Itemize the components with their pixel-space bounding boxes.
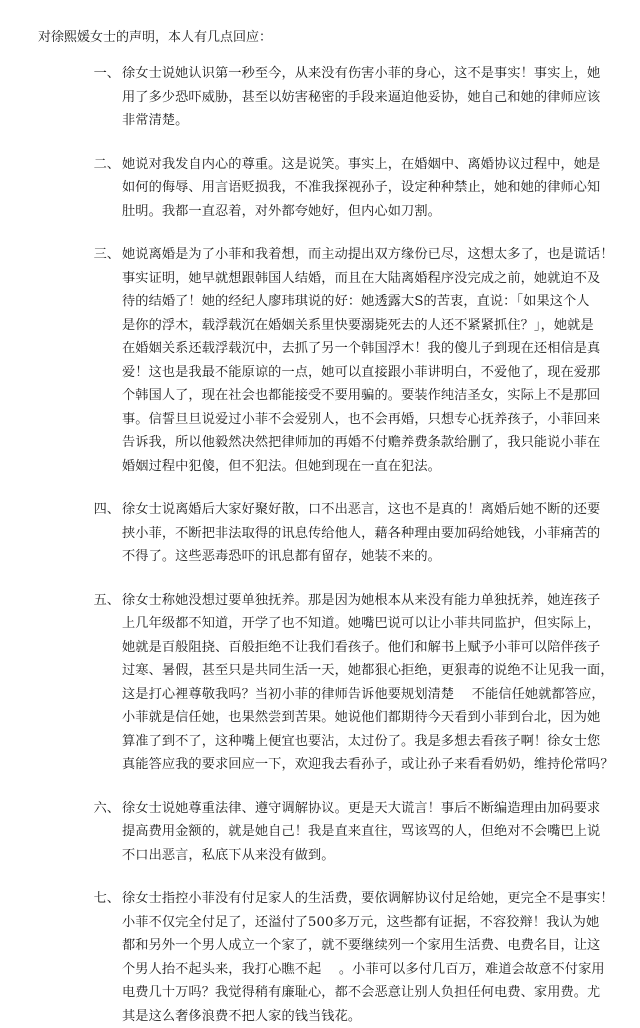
text-line: 她就是百般阻挠、百般拒绝不让我们看孩子。他们和解书上赋予小菲可以陪伴孩子 bbox=[122, 636, 622, 660]
text-line: 事。信誓旦旦说爱过小菲不会爱别人，也不会再婚，只想专心抚养孩子，小菲回来 bbox=[122, 408, 622, 432]
section-number: 三、 bbox=[28, 243, 122, 478]
section-number: 六、 bbox=[28, 797, 122, 868]
text-line: 她说对我发自内心的尊重。这是说笑。事实上，在婚姻中、离婚协议过程中，她是 bbox=[122, 153, 622, 177]
section-4 bbox=[28, 498, 612, 569]
document-title: 对徐熙媛女士的声明，本人有几点回应： bbox=[38, 28, 612, 48]
text-line: 过寒、暑假，甚至只是共同生活一天，她都狠心拒绝，更狠毒的说绝不让见我一面， bbox=[122, 659, 622, 683]
section-text bbox=[122, 243, 622, 478]
text-line: 徐女士说离婚后大家好聚好散，口不出恶言，这也不是真的！离婚后她不断的还要 bbox=[122, 498, 622, 522]
text-line: 不口出恶言，私底下从来没有做到。 bbox=[122, 844, 622, 868]
text-line: 个男人抬不起头来，我打心瞧不起 。小菲可以多付几百万，难道会故意不付家用 bbox=[122, 958, 622, 982]
section-number: 一、 bbox=[28, 62, 122, 133]
text-line: 上几年级都不知道，开学了也不知道。她嘴巴说可以让小菲共同监护，但实际上， bbox=[122, 612, 622, 636]
text-line: 婚姻过程中犯傻，但不犯法。但她到现在一直在犯法。 bbox=[122, 455, 622, 479]
text-line: 告诉我，所以他毅然决然把律师加的再婚不付赡养费条款给删了，我只能说小菲在 bbox=[122, 431, 622, 455]
text-line: 她说离婚是为了小菲和我着想，而主动提出双方缘份已尽，这想太多了，也是谎话！ bbox=[122, 243, 622, 267]
section-number: 七、 bbox=[28, 887, 122, 1028]
section-text bbox=[122, 62, 622, 133]
text-line: 肚明。我都一直忍着，对外都夸她好，但内心如刀割。 bbox=[122, 200, 622, 224]
text-line: 小菲就是信任她，也果然尝到苦果。她说他们都期待今天看到小菲到台北，因为她 bbox=[122, 706, 622, 730]
text-line: 电费几十万吗？我觉得稍有廉耻心，都不会恶意让别人负担任何电费、家用费。尤 bbox=[122, 981, 622, 1005]
text-line: 挟小菲，不断把非法取得的讯息传给他人，藉各种理由要加码给她钱，小菲痛苦的 bbox=[122, 522, 622, 546]
text-line: 不得了。这些恶毒恐吓的讯息都有留存，她装不来的。 bbox=[122, 545, 622, 569]
sections-container bbox=[28, 62, 612, 1028]
section-number: 四、 bbox=[28, 498, 122, 569]
text-line: 真能答应我的要求回应一下，欢迎我去看孙子，或让孙子来看看奶奶，维持伦常吗？ bbox=[122, 753, 622, 777]
text-line: 徐女士指控小菲没有付足家人的生活费，要依调解协议付足给她，更完全不是事实！ bbox=[122, 887, 622, 911]
section-text bbox=[122, 498, 622, 569]
text-line: 在婚姻关系还载浮载沉中，去抓了另一个韩国浮木！我的傻儿子到现在还相信是真 bbox=[122, 337, 622, 361]
text-line: 提高费用金额的，就是她自己！我是直来直往，骂该骂的人，但绝对不会嘴巴上说 bbox=[122, 820, 622, 844]
text-line: 都和另外一个男人成立一个家了，就不要继续列一个家用生活费、电费名目，让这 bbox=[122, 934, 622, 958]
section-3 bbox=[28, 243, 612, 478]
text-line: 其是这么奢侈浪费不把人家的钱当钱花。 bbox=[122, 1005, 622, 1028]
section-6 bbox=[28, 797, 612, 868]
text-line: 小菲不仅完全付足了，还溢付了500多万元，这些都有证据，不容狡辩！我认为她 bbox=[122, 911, 622, 935]
text-line: 个韩国人了，现在社会也都能接受不要用骗的。要装作纯洁圣女，实际上不是那回 bbox=[122, 384, 622, 408]
section-2 bbox=[28, 153, 612, 224]
text-line: 爱！这也是我最不能原谅的一点，她可以直接跟小菲讲明白，不爱他了，现在爱那 bbox=[122, 361, 622, 385]
section-text bbox=[122, 797, 622, 868]
text-line: 是你的浮木，载浮载沉在婚姻关系里快要溺毙死去的人还不紧紧抓住？」，她就是 bbox=[122, 314, 622, 338]
text-line: 徐女士说她尊重法律、遵守调解协议。更是天大谎言！事后不断编造理由加码要求 bbox=[122, 797, 622, 821]
section-text bbox=[122, 153, 622, 224]
text-line: 这是打心裡尊敬我吗？当初小菲的律师告诉他要规划清楚 不能信任她就都答应， bbox=[122, 683, 622, 707]
section-text bbox=[122, 589, 622, 777]
text-line: 如何的侮辱、用言语贬损我，不准我探视孙子，设定种种禁止，她和她的律师心知 bbox=[122, 176, 622, 200]
text-line: 非常清楚。 bbox=[122, 109, 622, 133]
text-line: 徐女士称她没想过要单独抚养。那是因为她根本从来没有能力单独抚养，她连孩子 bbox=[122, 589, 622, 613]
section-5 bbox=[28, 589, 612, 777]
section-text bbox=[122, 887, 622, 1028]
text-line: 事实证明，她早就想跟韩国人结婚，而且在大陆离婚程序没完成之前，她就迫不及 bbox=[122, 267, 622, 291]
text-line: 待的结婚了！她的经纪人廖玮琪说的好：她透露大S的苦衷，直说：「如果这个人 bbox=[122, 290, 622, 314]
section-7 bbox=[28, 887, 612, 1028]
text-line: 徐女士说她认识第一秒至今，从来没有伤害小菲的身心，这不是事实！事实上，她 bbox=[122, 62, 622, 86]
section-number: 二、 bbox=[28, 153, 122, 224]
text-line: 算准了到不了，这种嘴上便宜也要沾，太过份了。我是多想去看孩子啊！徐女士您 bbox=[122, 730, 622, 754]
section-number: 五、 bbox=[28, 589, 122, 777]
section-1 bbox=[28, 62, 612, 133]
text-line: 用了多少恐吓威胁，甚至以妨害秘密的手段来逼迫他妥协，她自己和她的律师应该 bbox=[122, 86, 622, 110]
